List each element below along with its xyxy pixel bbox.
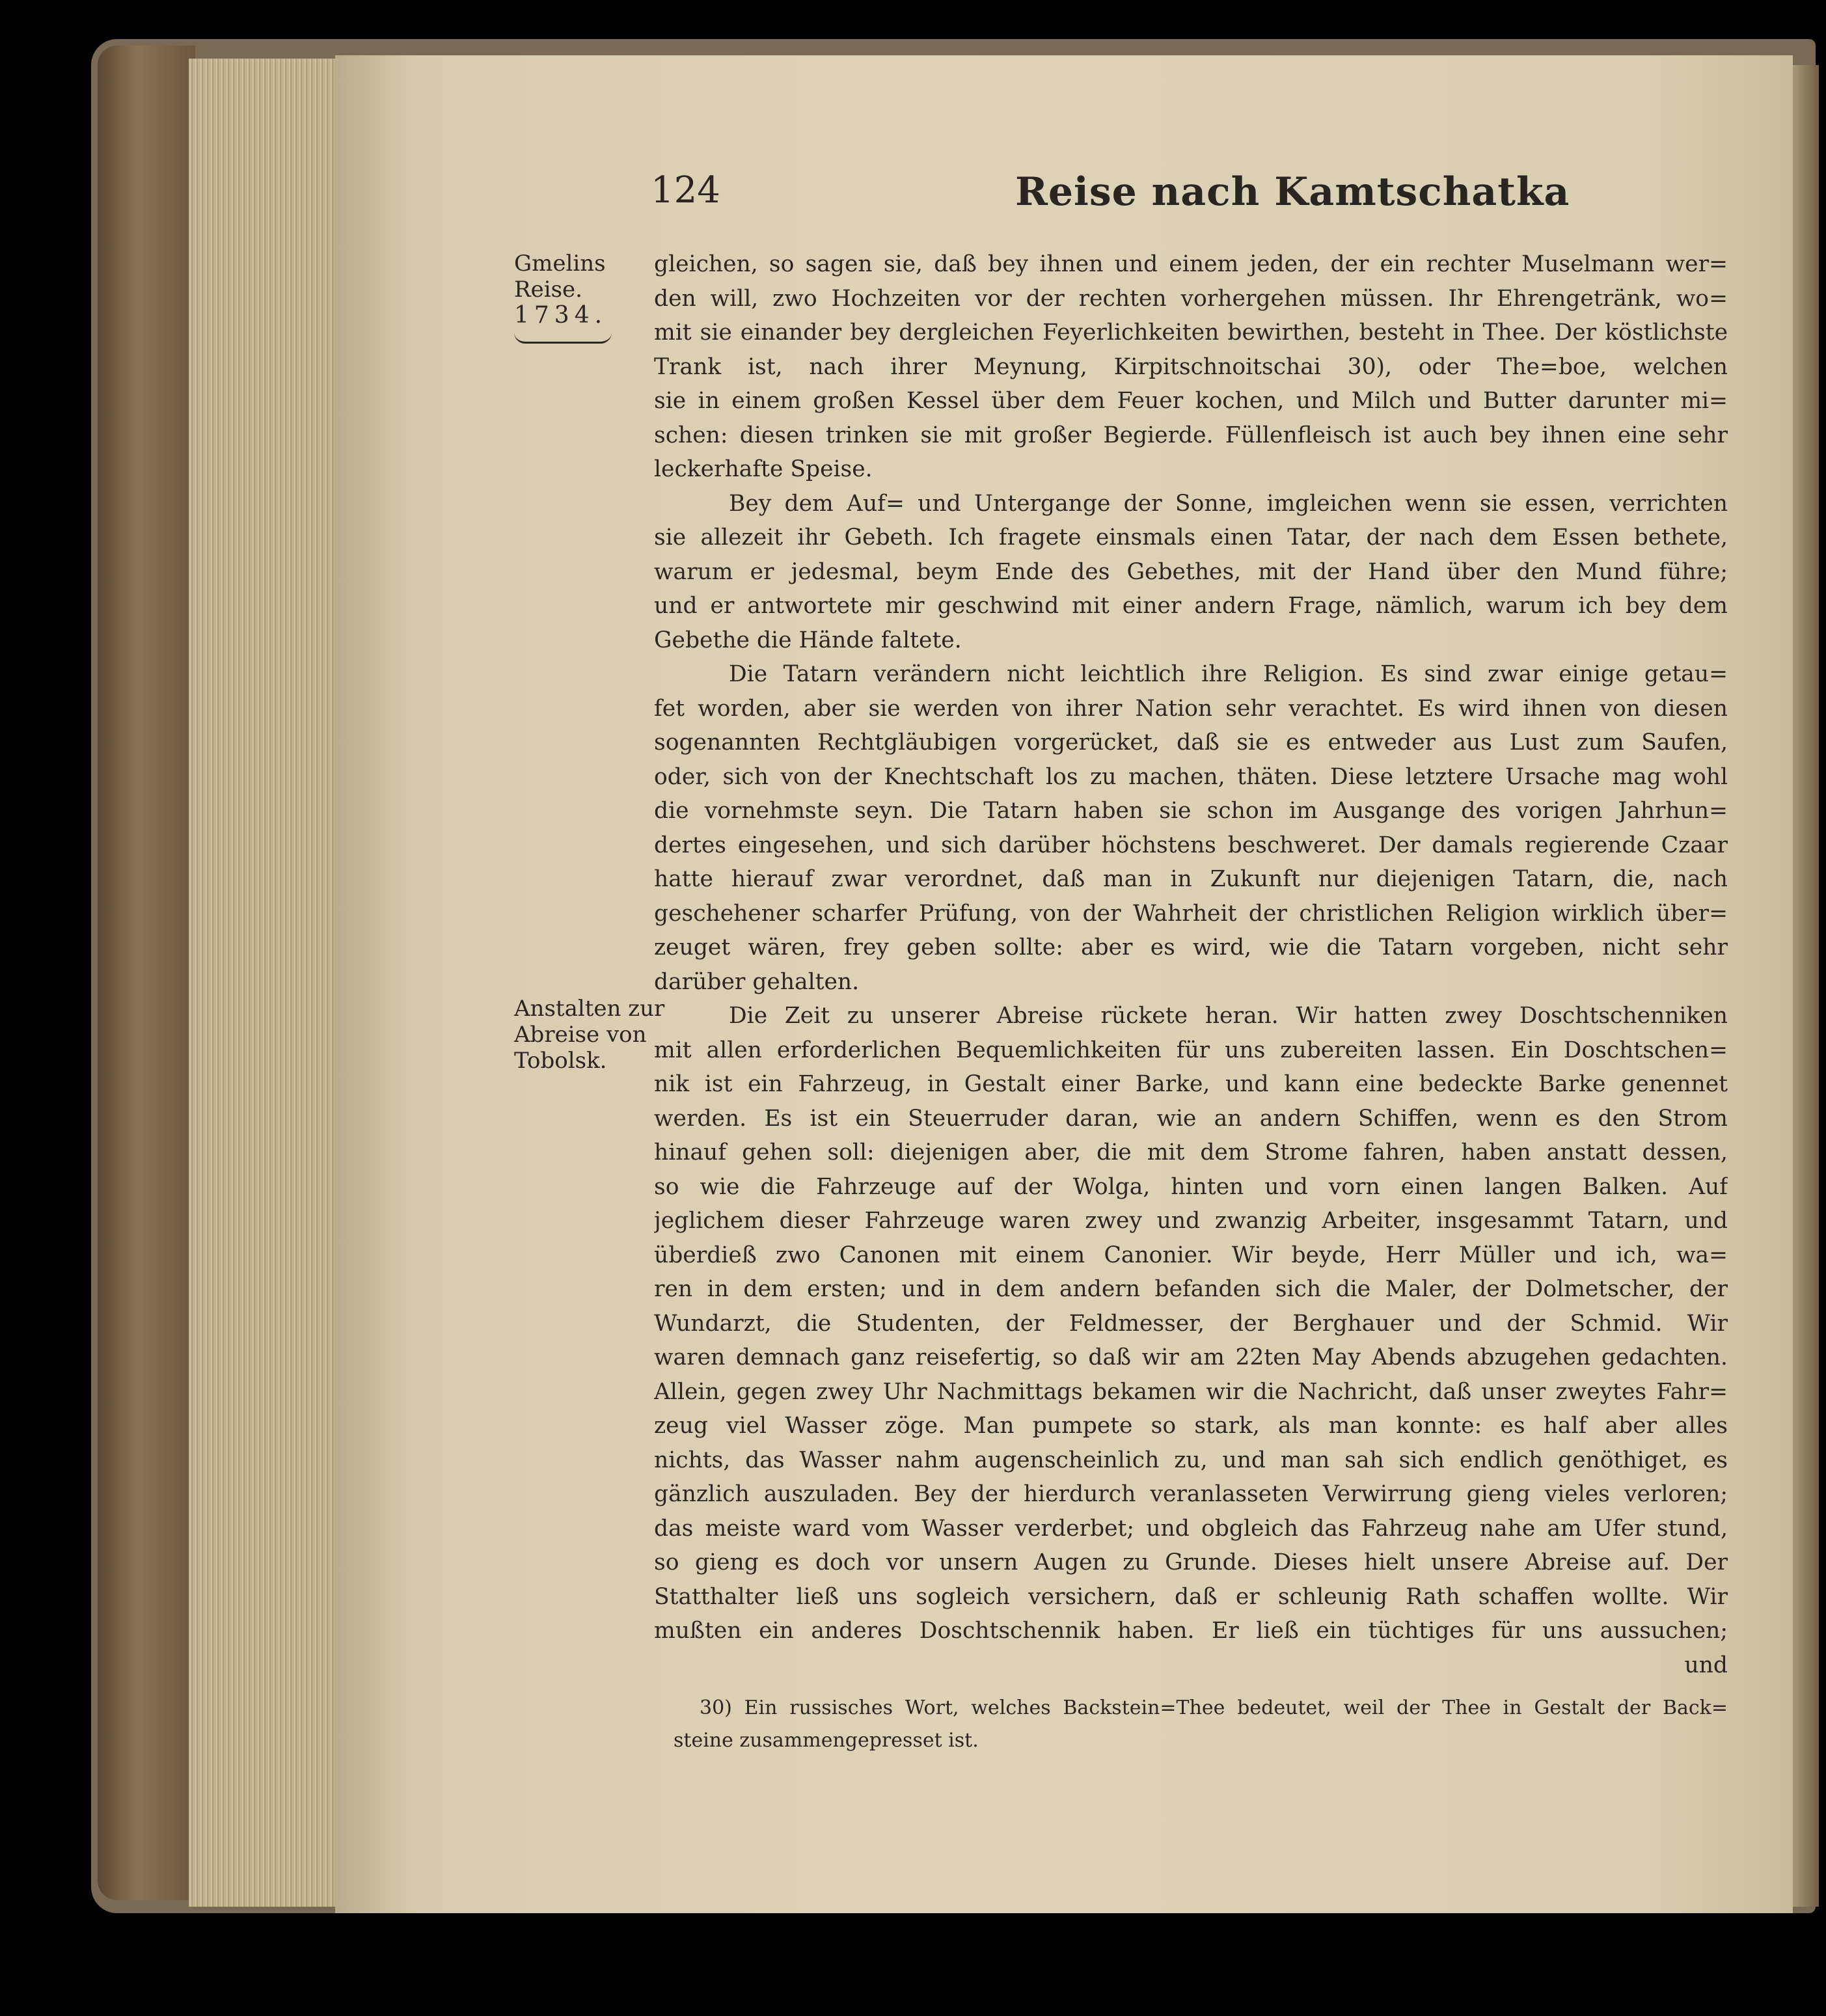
text-line: jeglichem dieser Fahrzeuge waren zwey und zwanzig Arbeiter, insgesammt Tatarn, und <box>654 1208 1728 1234</box>
text-line: waren demnach ganz reisefertig, so daß wir am 22ten May Abends abzugehen gedachten. <box>654 1344 1728 1370</box>
text-line: die vornehmste seyn. Die Tatarn haben sie schon im Ausgange des vorigen Jahrhun= <box>654 798 1728 824</box>
footnote-line: steine zusammengepresset ist. <box>674 1729 979 1752</box>
text-line: geschehener scharfer Prüfung, von der Wahrheit der christlichen Religion wirklich über= <box>654 900 1728 927</box>
text-line: Statthalter ließ uns sogleich versichern, daß er schleunig Rath schaffen wollte. Wir <box>654 1583 1728 1610</box>
text-line: gleichen, so sagen sie, daß bey ihnen und einem jeden, der ein rechter Muselmann wer= <box>654 251 1728 277</box>
text-line: Die Zeit zu unserer Abreise rückete heran. Wir hatten zwey Doschtschenniken <box>729 1003 1728 1029</box>
text-line: sie allezeit ihr Gebeth. Ich fragete einsmals einen Tatar, der nach dem Essen bethete, <box>654 524 1728 551</box>
text-line: so wie die Fahrzeuge auf der Wolga, hinten und vorn einen langen Balken. Auf <box>654 1173 1728 1200</box>
page-right-edge <box>1793 65 1819 1907</box>
text-line: zeuget wären, frey geben sollte: aber es wird, wie die Tatarn vorgeben, nicht sehr <box>654 934 1728 960</box>
page-edges <box>189 59 338 1907</box>
text-line: hinauf gehen soll: diejenigen aber, die mit dem Strome fahren, haben anstatt dessen, <box>654 1139 1728 1165</box>
catchword: und <box>1684 1652 1728 1678</box>
text-line: den will, zwo Hochzeiten vor der rechten vorhergehen müssen. Ihr Ehrengetränk, wo= <box>654 285 1728 312</box>
text-line: warum er jedesmal, beym Ende des Gebethes, mit der Hand über den Mund führe; <box>654 558 1728 585</box>
footnote <box>674 1692 1728 1757</box>
book-spine <box>98 46 195 1900</box>
text-line: zeug viel Wasser zöge. Man pumpete so stark, als man konnte: es half aber alles <box>654 1413 1728 1439</box>
text-line: Trank ist, nach ihrer Meynung, Kirpitschnoitschai 30), oder The=boe, welchen <box>654 353 1728 380</box>
text-line: mit allen erforderlichen Bequemlichkeiten für uns zubereiten lassen. Ein Doschtschen= <box>654 1037 1728 1063</box>
page-number: 124 <box>651 169 720 211</box>
margin-note-author <box>514 251 664 344</box>
text-line: sogenannten Rechtgläubigen vorgerücket, daß sie es entweder aus Lust zum Saufen, <box>654 729 1728 756</box>
margin-note-line: Gmelins <box>514 251 606 277</box>
text-line: nichts, das Wasser nahm augenscheinlich zu, und man sah sich endlich genöthiget, es <box>654 1447 1728 1473</box>
text-line: Allein, gegen zwey Uhr Nachmittags bekamen wir die Nachricht, daß unser zweytes Fahr= <box>654 1378 1728 1405</box>
margin-note-line: Abreise von <box>514 1022 647 1048</box>
margin-note-line: Reise. <box>514 277 582 303</box>
margin-note-line: Anstalten zur <box>514 996 665 1022</box>
body-text <box>654 247 1728 1682</box>
text-line: überdieß zwo Canonen mit einem Canonier. Wir beyde, Herr Müller und ich, wa= <box>654 1242 1728 1268</box>
text-line: hatte hierauf zwar verordnet, daß man in Zukunft nur diejenigen Tatarn, die, nach <box>654 866 1728 892</box>
text-line: ren in dem ersten; und in dem andern befanden sich die Maler, der Dolmetscher, der <box>654 1276 1728 1302</box>
margin-note-departure <box>514 996 664 1074</box>
footnote-line: 30) Ein russisches Wort, welches Backstein=Thee bedeutet, weil der Thee in Gestalt der Back= <box>700 1696 1728 1719</box>
text-line: mußten ein anderes Doschtschennik haben. Er ließ ein tüchtiges für uns aussuchen; <box>654 1618 1728 1644</box>
text-line: gänzlich auszuladen. Bey der hierdurch veranlasseten Verwirrung gieng vieles verloren; <box>654 1481 1728 1507</box>
text-line: schen: diesen trinken sie mit großer Begierde. Füllenfleisch ist auch bey ihnen eine sehr <box>654 422 1728 448</box>
text-line: nik ist ein Fahrzeug, in Gestalt einer Barke, und kann eine bedeckte Barke genennet <box>654 1071 1728 1097</box>
text-line: Gebethe die Hände faltete. <box>654 627 962 653</box>
margin-brace <box>514 333 612 344</box>
text-line: das meiste ward vom Wasser verderbet; und obgleich das Fahrzeug nahe am Ufer stund, <box>654 1515 1728 1542</box>
text-line: Wundarzt, die Studenten, der Feldmesser, der Berghauer und der Schmid. Wir <box>654 1310 1728 1337</box>
text-line: Bey dem Auf= und Untergange der Sonne, imgleichen wenn sie essen, verrichten <box>729 490 1728 517</box>
text-line: Die Tatarn verändern nicht leichtlich ihre Religion. Es sind zwar einige getau= <box>729 661 1728 687</box>
text-line: dertes eingesehen, und sich darüber höchstens beschweret. Der damals regierende Czaar <box>654 832 1728 858</box>
text-line: sie in einem großen Kessel über dem Feuer kochen, und Milch und Butter darunter mi= <box>654 388 1728 414</box>
margin-note-year: 1734. <box>514 302 608 329</box>
text-line: werden. Es ist ein Steuerruder daran, wie an andern Schiffen, wenn es den Strom <box>654 1105 1728 1132</box>
margin-note-line: Tobolsk. <box>514 1048 607 1074</box>
running-title: Reise nach Kamtschatka <box>1015 169 1570 215</box>
text-line: darüber gehalten. <box>654 968 860 995</box>
text-line: fet worden, aber sie werden von ihrer Nation sehr verachtet. Es wird ihnen von diesen <box>654 695 1728 722</box>
text-line: leckerhafte Speise. <box>654 456 873 482</box>
text-line: so gieng es doch vor unsern Augen zu Grunde. Dieses hielt unsere Abreise auf. Der <box>654 1549 1728 1575</box>
text-line: mit sie einander bey dergleichen Feyerlichkeiten bewirthen, besteht in Thee. Der köstlichste <box>654 320 1728 346</box>
text-line: oder, sich von der Knechtschaft los zu machen, thäten. Diese letztere Ursache mag wohl <box>654 763 1728 790</box>
page-header <box>651 169 1731 228</box>
text-line: und er antwortete mir geschwind mit einer andern Frage, nämlich, warum ich bey dem <box>654 593 1728 619</box>
